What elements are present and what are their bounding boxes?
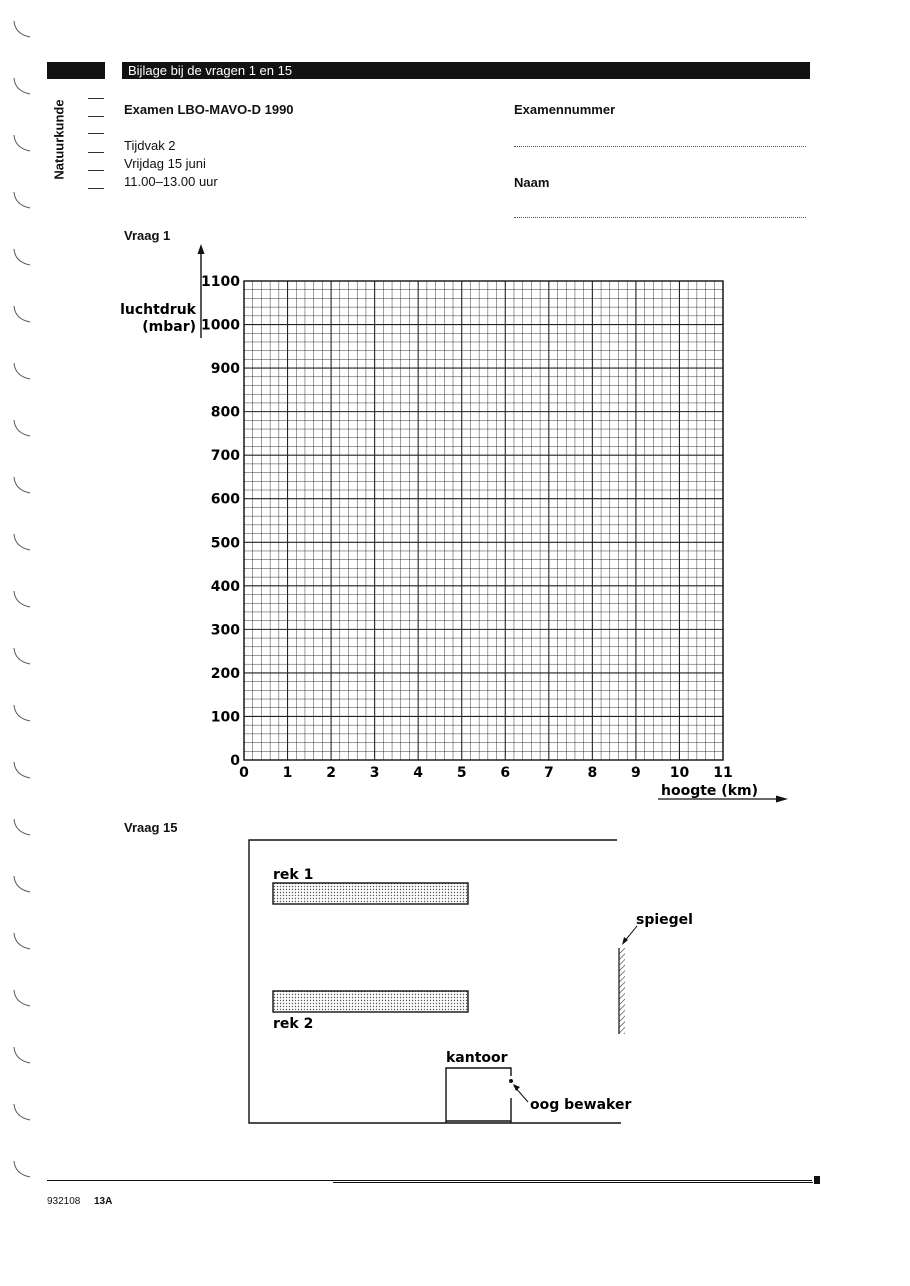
office-label: kantoor bbox=[446, 1050, 508, 1066]
binder-mark bbox=[8, 476, 34, 496]
y-tick-label: 300 bbox=[210, 622, 240, 639]
exam-number-field[interactable] bbox=[514, 140, 806, 147]
x-axis-arrowhead bbox=[776, 796, 788, 803]
y-tick-label: 800 bbox=[210, 404, 240, 421]
header-block bbox=[47, 62, 105, 79]
header-title: Bijlage bij de vragen 1 en 15 bbox=[122, 62, 810, 79]
y-tick-label: 500 bbox=[210, 535, 240, 552]
x-tick-label: 6 bbox=[500, 765, 511, 781]
y-axis-arrowhead bbox=[198, 244, 205, 254]
binder-mark bbox=[8, 1160, 34, 1180]
binder-mark bbox=[8, 20, 34, 40]
binder-mark bbox=[8, 533, 34, 553]
footer-code: 932108 bbox=[47, 1196, 81, 1207]
x-tick-label: 3 bbox=[369, 765, 380, 781]
mirror bbox=[619, 948, 625, 1034]
x-tick-label: 7 bbox=[543, 765, 554, 781]
score-line bbox=[88, 116, 104, 117]
footer-rule-2 bbox=[333, 1182, 813, 1183]
y-axis-label: luchtdruk bbox=[120, 302, 196, 318]
x-tick-label: 11 bbox=[713, 765, 733, 781]
name-field[interactable] bbox=[514, 211, 806, 218]
score-line bbox=[88, 98, 104, 99]
exam-number-label: Examennummer bbox=[514, 102, 616, 117]
binder-mark bbox=[8, 191, 34, 211]
footer-marker bbox=[814, 1176, 820, 1184]
eye-pointer-head bbox=[513, 1084, 520, 1091]
binder-mark bbox=[8, 419, 34, 439]
binder-mark bbox=[8, 989, 34, 1009]
y-tick-label: 100 bbox=[210, 709, 240, 726]
y-tick-label: 1100 bbox=[201, 274, 240, 290]
exam-name: Examen LBO-MAVO-D 1990 bbox=[124, 102, 294, 117]
eye-label: oog bewaker bbox=[530, 1097, 632, 1113]
name-label: Naam bbox=[514, 175, 550, 190]
binder-mark bbox=[8, 305, 34, 325]
x-tick-label: 0 bbox=[239, 765, 249, 781]
y-axis-unit: (mbar) bbox=[142, 319, 196, 335]
question-15-label: Vraag 15 bbox=[124, 820, 178, 835]
office-wall bbox=[446, 1068, 511, 1123]
binder-mark bbox=[8, 1103, 34, 1123]
score-line bbox=[88, 170, 104, 171]
y-tick-label: 200 bbox=[210, 665, 240, 682]
score-line bbox=[88, 188, 104, 189]
binder-mark bbox=[8, 1046, 34, 1066]
y-tick-label: 900 bbox=[210, 361, 240, 378]
rack-2 bbox=[273, 991, 468, 1012]
rack-1-label: rek 1 bbox=[273, 867, 314, 883]
x-axis-label: hoogte (km) bbox=[661, 783, 758, 799]
mirror-label: spiegel bbox=[636, 912, 693, 928]
x-tick-label: 4 bbox=[413, 765, 424, 781]
rack-1 bbox=[273, 883, 468, 904]
y-tick-label: 400 bbox=[210, 578, 240, 595]
footer-page: 13A bbox=[94, 1196, 113, 1207]
guard-eye bbox=[509, 1079, 513, 1083]
binder-mark bbox=[8, 875, 34, 895]
exam-date: Vrijdag 15 juni bbox=[124, 156, 206, 171]
y-tick-label: 700 bbox=[210, 448, 240, 465]
binder-mark bbox=[8, 77, 34, 97]
binder-mark bbox=[8, 134, 34, 154]
rack-2-label: rek 2 bbox=[273, 1016, 314, 1032]
x-tick-label: 9 bbox=[631, 765, 641, 781]
x-tick-label: 1 bbox=[282, 765, 293, 781]
x-tick-label: 2 bbox=[326, 765, 336, 781]
x-tick-label: 10 bbox=[669, 765, 690, 781]
footer-rule bbox=[47, 1180, 812, 1181]
y-tick-label: 600 bbox=[210, 491, 240, 508]
warehouse-diagram bbox=[230, 830, 693, 1130]
binder-mark bbox=[8, 590, 34, 610]
score-line bbox=[88, 133, 104, 134]
binder-mark bbox=[8, 362, 34, 382]
score-line bbox=[88, 152, 104, 153]
x-tick-label: 5 bbox=[456, 765, 467, 781]
binder-mark bbox=[8, 248, 34, 268]
question-1-label: Vraag 1 bbox=[124, 228, 171, 243]
binder-mark bbox=[8, 818, 34, 838]
x-tick-label: 8 bbox=[587, 765, 598, 781]
binder-mark bbox=[8, 761, 34, 781]
y-tick-label: 0 bbox=[230, 753, 240, 769]
exam-time: 11.00–13.00 uur bbox=[124, 174, 218, 189]
binder-mark bbox=[8, 932, 34, 952]
exam-period: Tijdvak 2 bbox=[124, 138, 176, 153]
binder-mark bbox=[8, 647, 34, 667]
y-tick-label: 1000 bbox=[201, 317, 240, 334]
graph-paper-chart bbox=[110, 240, 810, 810]
binder-mark bbox=[8, 704, 34, 724]
subject-label: Natuurkunde bbox=[51, 99, 67, 180]
